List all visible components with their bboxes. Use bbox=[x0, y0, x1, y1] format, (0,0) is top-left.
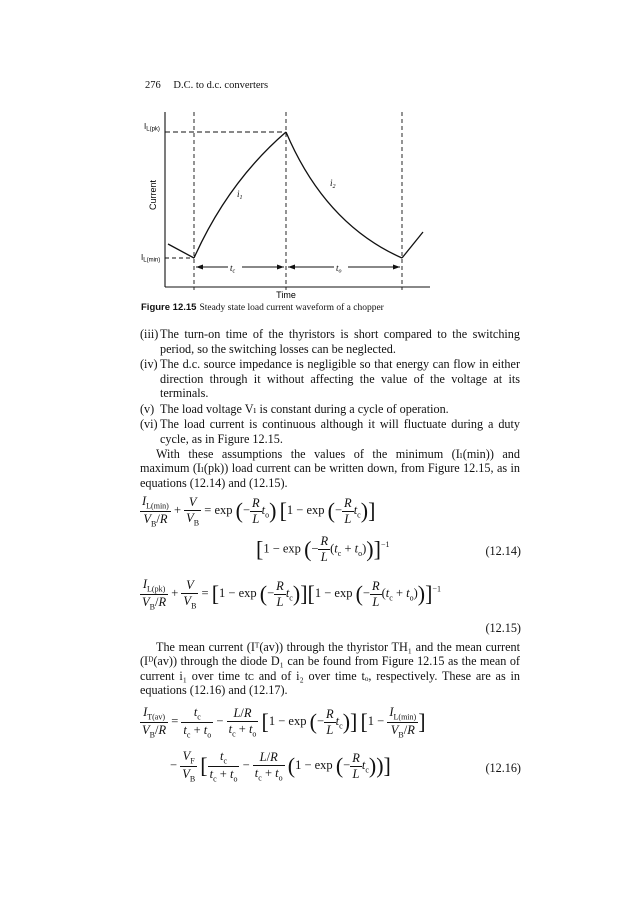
list-item: (iv) The d.c. source impedance is negligible so that energy can flow in either direction through it without affecting the value of the voltage at its terminals. bbox=[140, 357, 520, 400]
tc-label: tc bbox=[230, 263, 236, 275]
figure-caption-text: Steady state load current waveform of a chopper bbox=[199, 303, 384, 313]
x-axis-label: Time bbox=[276, 290, 296, 300]
y-tick-peak: IL(pk) bbox=[144, 122, 160, 133]
list-item: (iii) The turn-on time of the thyristors is short compared to the switching period, so the switching losses can be neglected. bbox=[140, 327, 520, 356]
y-tick-min: IL(min) bbox=[141, 253, 161, 264]
figure-caption-label: Figure 12.15 bbox=[141, 302, 197, 313]
waveform-figure bbox=[0, 0, 633, 300]
y-axis-label: Current bbox=[148, 179, 158, 210]
list-item: (vi) The load current is continuous although it will fluctuate during a duty cycle, as in Figure 12.15. bbox=[140, 417, 520, 446]
tc-arrow-right bbox=[277, 265, 284, 270]
equation-number: (12.16) bbox=[485, 761, 521, 775]
running-title: D.C. to d.c. converters bbox=[173, 80, 269, 91]
curve-i2 bbox=[286, 132, 402, 258]
to-arrow-left bbox=[288, 265, 295, 270]
paragraph-mean-current: The mean current (Iᵀ(av)) through the thyristor TH₁ and the mean current (Iᴰ(av)) through the diode D₁ can be found from Figure 12.15 as the mean of current i₁ over time tᴄ and of i₂ over time tₒ, respectively. These are as in equations (12.16) and (12.17). bbox=[140, 640, 520, 698]
equation-12-15: $\frac{I_{L(pk)}}{V_B/R}$ + $\frac{V}{V_B}$ = [1 − exp (− $\frac{R}{L}$ $t_c)][1 - \exp$ (− $\frac{R}{L}$ $(t_c + t_o))]^{-1}$ (12.15) bbox=[142, 577, 521, 635]
to-label: to bbox=[336, 263, 342, 275]
tc-arrow-left bbox=[196, 265, 203, 270]
equation-12-16: $\frac{I_{T(av)}}{V_B/R}$ = $\frac{t_c}{t_c + t_o}$ − $\frac{L/R}{t_c + t_o}$ [1 − exp (− $\frac{R}{L}$ $t_c$)] [1 − $\frac{I_{L(min)}}{V_B/R}$ ] − $\frac{V_F}{V_B}$ [ $\frac{t_c}{t_c + t_o}$ − $\frac{L/R}{t_c + t_o}$ (1 − exp (− $\frac{R}{L}$ $t_c$))] (12.16) bbox=[142, 705, 521, 783]
equation-12-14: $\frac{I_{L(min)}}{V_B/R}$ + $\frac{V}{V_B}$ = exp (− $\frac{R}{L}$ $t_o$) [1 − exp (− $\frac{R}{L}$ $t_c$)] [1 − exp (− $\frac{R}{L}$ $(t_c + t_o))]^{-1}$ (12.14) bbox=[142, 494, 521, 564]
waveform-next-rise bbox=[402, 232, 423, 258]
equation-number: (12.15) bbox=[485, 621, 521, 635]
to-arrow-right bbox=[393, 265, 400, 270]
curve-i1-label: $i_1$ bbox=[237, 189, 243, 201]
paragraph-min-max: With these assumptions the values of the minimum (Iₗ(min)) and maximum (Iₗ(pk)) load current can be written down, from Figure 12.15, as in equations (12.14) and (12.15). bbox=[140, 447, 520, 490]
curve-i2-label: $i_2$ bbox=[330, 178, 336, 190]
waveform-prev-decay bbox=[168, 244, 194, 258]
page-number: 276 bbox=[145, 80, 161, 91]
list-item: (v) The load voltage Vₗ is constant during a cycle of operation. bbox=[140, 402, 449, 416]
figure-caption bbox=[141, 302, 384, 313]
equation-number: (12.14) bbox=[485, 544, 521, 558]
